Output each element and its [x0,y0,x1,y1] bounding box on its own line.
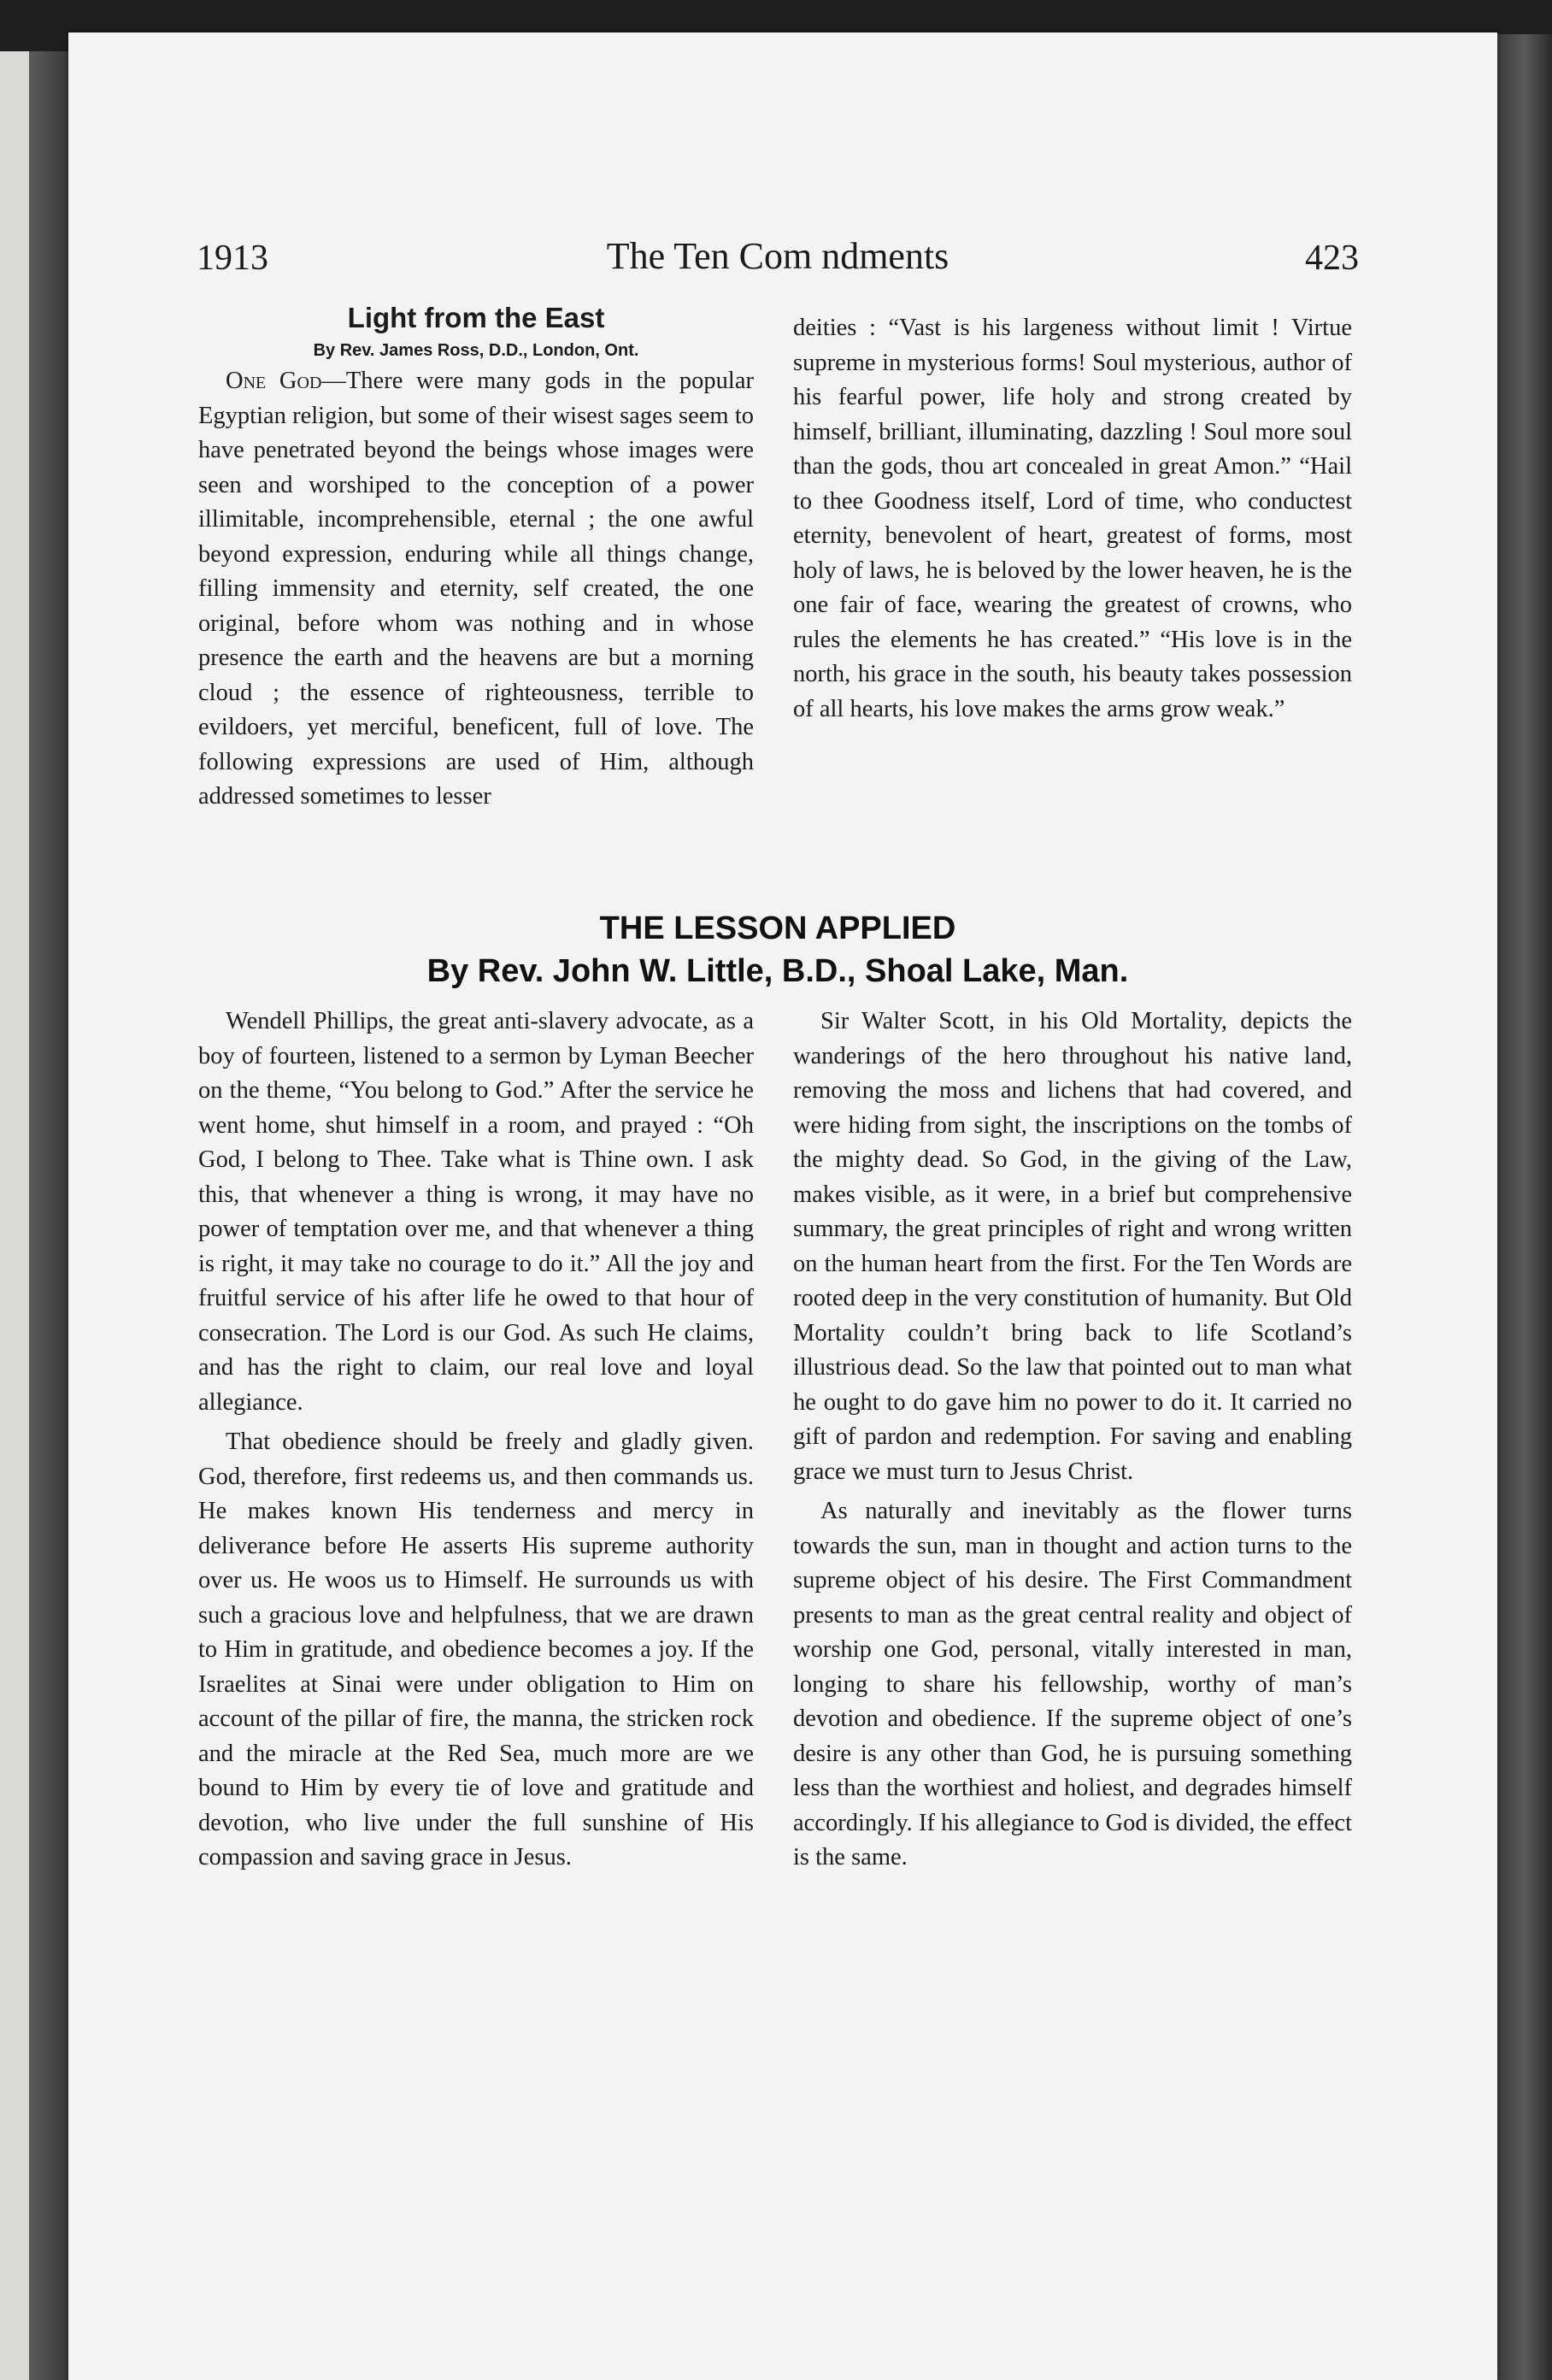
light-from-east-paragraph [198,364,754,815]
light-from-east-title: Light from the East [347,302,605,333]
lesson-applied-left-column [198,1004,754,1876]
right-book-edge [1497,34,1552,2380]
running-header [197,229,1359,289]
page-number: 423 [1305,239,1359,278]
lesson-applied-byline: By Rev. John W. Little, B.D., Shoal Lake, Man. [426,953,1129,989]
lesson-applied-title: THE LESSON APPLIED [599,910,956,946]
light-from-east-left-column [198,299,754,815]
lesson-applied-right-column [793,1004,1352,1876]
lesson-paragraph: As naturally and inevitably as the flower turns towards the sun, man in thought and action turns to the supreme object of his desire. The First Commandment presents to man as the great central reality and object of worship one God, personal, vitally interested in man, longing to share his fellowship, worthy of man’s devotion and obedience. If the supreme object of one’s desire is any other than God, he is pursuing something less than the worthiest and holiest, and degrades himself accordingly. If his allegiance to God is divided, the effect is the same. [793,1498,1352,1870]
light-from-east-left-text: —There were many gods in the popular Egyptian religion, but some of their wisest sages seem to have penetrated beyond the beings whose images were seen and worshiped to the conception of a power illimitable, incomprehensible, eternal ; the one awful beyond expression, enduring while all things change, filling immensity and eternity, self created, the one original, before whom was nothing and in whose presence the earth and the heavens are but a morning cloud ; the essence of righteousness, terrible to evildoers, yet merciful, beneficent, full of love. The following expressions are used of Him, although addressed sometimes to lesser [198,368,754,810]
lead-smallcaps: One God [226,368,322,394]
lesson-paragraph: That obedience should be freely and gladly given. God, therefore, first redeems us, and then commands us. He makes known His tenderness and mercy in deliverance before He asserts His supreme authority over us. He woos us to Himself. He surrounds us with such a gracious love and helpfulness, that we are drawn to Him in gratitude, and obedience becomes a joy. If the Israelites at Sinai were under obligation to Him on account of the pillar of fire, the manna, the stricken rock and the miracle at the Red Sea, much more are we bound to Him by every tie of love and gratitude and devotion, who live under the full sunshine of His compassion and saving grace in Jesus. [198,1429,754,1870]
light-from-east-byline: By Rev. James Ross, D.D., London, Ont. [313,341,639,360]
header-year: 1913 [197,239,268,278]
lesson-paragraph: Wendell Phillips, the great anti-slavery advocate, as a boy of fourteen, listened to a sermon by Lyman Beecher on the theme, “You belong to God.” After the service he went home, shut himself in a room, and prayed : “Oh God, I belong to Thee. Take what is Thine own. I ask this, that whenever a thing is wrong, it may have no power of temptation over me, and that whenever a thing is right, it may take no courage to do it.” All the joy and fruitful service of his after life he owed to that hour of consecration. The Lord is our God. As such He claims, and has the right to claim, our real love and loyal allegiance. [198,1008,754,1416]
light-from-east-right-text: deities : “Vast is his largeness without limit ! Virtue supreme in mysterious forms! Soul mysterious, author of his fearful power, life holy and strong created by himself, brilliant, illuminating, dazzling ! Soul more soul than the gods, thou art concealed in great Amon.” “Hail to thee Goodness itself, Lord of time, who conductest eternity, benevolent of heart, greatest of forms, most holy of laws, he is beloved by the lower heaven, he is the one fair of face, wearing the greatest of crowns, who rules the elements he has created.” “His love is in the north, his grace in the south, his beauty takes possession of all hearts, his love makes the arms grow weak.” [793,315,1352,722]
header-title: The Ten Com ndments [606,235,949,277]
lesson-paragraph: Sir Walter Scott, in his Old Mortality, depicts the wanderings of the hero throughout his native land, removing the moss and lichens that had covered, and were hiding from sight, the inscriptions on the tombs of the mighty dead. So God, in the giving of the Law, makes visible, as it were, in a brief but comprehensive summary, the great principles of right and wrong written on the human heart from the first. For the Ten Words are rooted deep in the very constitution of humanity. But Old Mortality couldn’t bring back to life Scotland’s illustrious dead. So the law that pointed out to man what he ought to do gave him no power to do it. It carried no gift of pardon and redemption. For saving and enabling grace we must turn to Jesus Christ. [793,1008,1352,1485]
lesson-applied-heading [197,908,1359,993]
left-page-sliver [0,51,29,2380]
light-from-east-right-column [793,311,1352,727]
